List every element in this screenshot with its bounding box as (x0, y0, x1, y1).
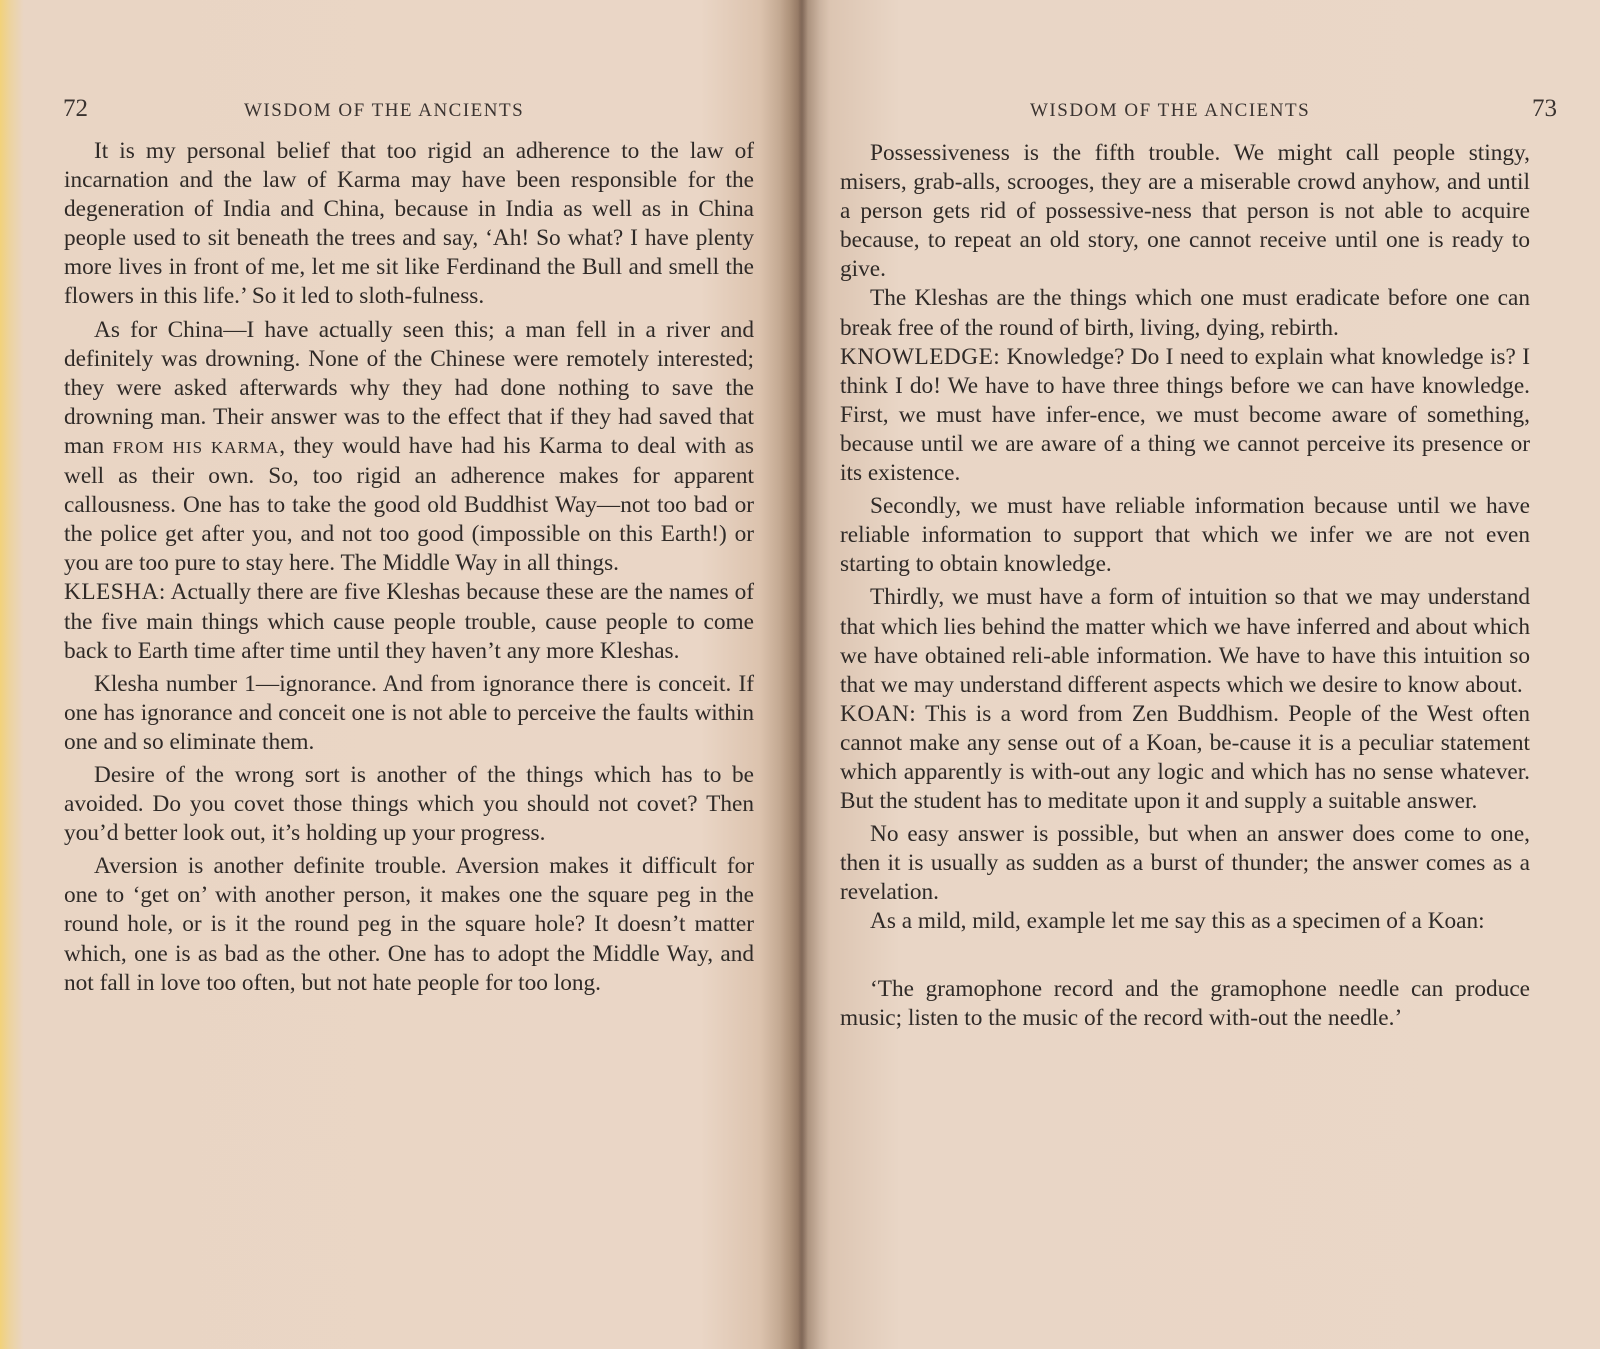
paragraph-text: , they would have had his Karma to deal with as well as their own. So, too rigid an adherence makes for apparent callousness. One has to take the good old Buddhist Way—not too bad or the police get after you, and not too good (impossible on this Earth!) or you are too pure to stay here. The Middle Way in all things. (64, 432, 754, 577)
right-page (800, 0, 1600, 1349)
glossary-term: KLESHA: (64, 579, 166, 606)
glossary-definition: Actually there are five Kleshas because these are the names of the five main things which cause people trouble, cause people to come back to Earth time after time until they haven’t any more Kleshas. (64, 579, 754, 664)
glossary-term: KOAN: (840, 700, 917, 727)
paragraph: Desire of the wrong sort is another of the things which has to be avoided. Do you covet those things which you should not covet? Then you’d better look out, it’s holding up your progress. (64, 761, 754, 847)
glossary-entry (840, 343, 1530, 488)
page-number: 72 (63, 95, 88, 122)
paragraph-text: As for China—I have actually seen this; a man fell in a river and definitely was drowning. None of the Chinese were remotely interested; they were asked afterwards why they had done nothing to save the drowning man. Their answer was to the effect that if they had saved that man (64, 316, 754, 459)
page-number: 73 (1532, 95, 1557, 122)
page-body (64, 137, 754, 998)
paragraph: It is my personal belief that too rigid an adherence to the law of incarnation and the law of Karma may have been responsible for the degeneration of India and China, because in India as well as in China people used to sit beneath the trees and say, ‘Ah! So what? I have plenty more lives in front of me, let me sit like Ferdinand the Bull and smell the flowers in this life.’ So it led to sloth-fulness. (64, 138, 754, 310)
glossary-definition: Knowledge? Do I need to explain what knowledge is? I think I do! We have to have three things before we can have knowledge. First, we must have infer-ence, we must become aware of something, because until we are aware of a thing we cannot perceive its presence or its existence. (840, 343, 1530, 487)
glossary-entry (840, 700, 1530, 816)
paragraph (64, 316, 754, 579)
paragraph: Possessiveness is the fifth trouble. We might call people stingy, misers, grab-alls, scrooges, they are a miserable crowd anyhow, and until a person gets rid of possessive-ness that person is not able to acquire because, to repeat an old story, one cannot receive until one is ready to give. (840, 140, 1530, 283)
paragraph: Secondly, we must have reliable information because until we have reliable information to support that which we infer we are not even starting to obtain knowledge. (840, 493, 1530, 578)
paragraph: Aversion is another definite trouble. Aversion makes it difficult for one to ‘get on’ with another person, it makes one the square peg in the round hole, or is it the round peg in the square hole? It doesn’t matter which, one is as bad as the other. One has to adopt the Middle Way, and not fall in love too often, but not hate people for too long. (64, 853, 754, 996)
smallcaps-phrase: FROM HIS KARMA (112, 437, 280, 457)
glossary-definition: This is a word from Zen Buddhism. People of the West often cannot make any sense out of a Koan, be-cause it is a peculiar statement which apparently is with-out any logic and which has no sense whatever. But the student has to meditate upon it and supply a suitable answer. (840, 700, 1530, 815)
koan-quote: ‘The gramophone record and the gramophone needle can produce music; listen to the music of the record with-out the needle.’ (840, 975, 1530, 1031)
glossary-entry (64, 578, 754, 665)
running-head: WISDOM OF THE ANCIENTS (1030, 100, 1311, 121)
page-body (840, 139, 1530, 1033)
paragraph: The Kleshas are the things which one must eradicate before one can break free of the round of birth, living, dying, rebirth. (840, 285, 1530, 341)
paragraph: Thirdly, we must have a form of intuition so that we may understand that which lies behind the matter which we have inferred and about which we have obtained reli-able information. We have to have this intuition so that we may understand different aspects which we desire to know about. (840, 584, 1530, 698)
paragraph: As a mild, mild, example let me say this as a specimen of a Koan: (870, 908, 1485, 935)
paragraph: Klesha number 1—ignorance. And from ignorance there is conceit. If one has ignorance and conceit one is not able to perceive the faults within one and so eliminate them. (64, 670, 754, 755)
paragraph: No easy answer is possible, but when an answer does come to one, then it is usually as sudden as a burst of thunder; the answer comes as a revelation. (840, 821, 1530, 906)
running-head: WISDOM OF THE ANCIENTS (244, 100, 525, 121)
glossary-term: KNOWLEDGE: (840, 343, 1001, 370)
